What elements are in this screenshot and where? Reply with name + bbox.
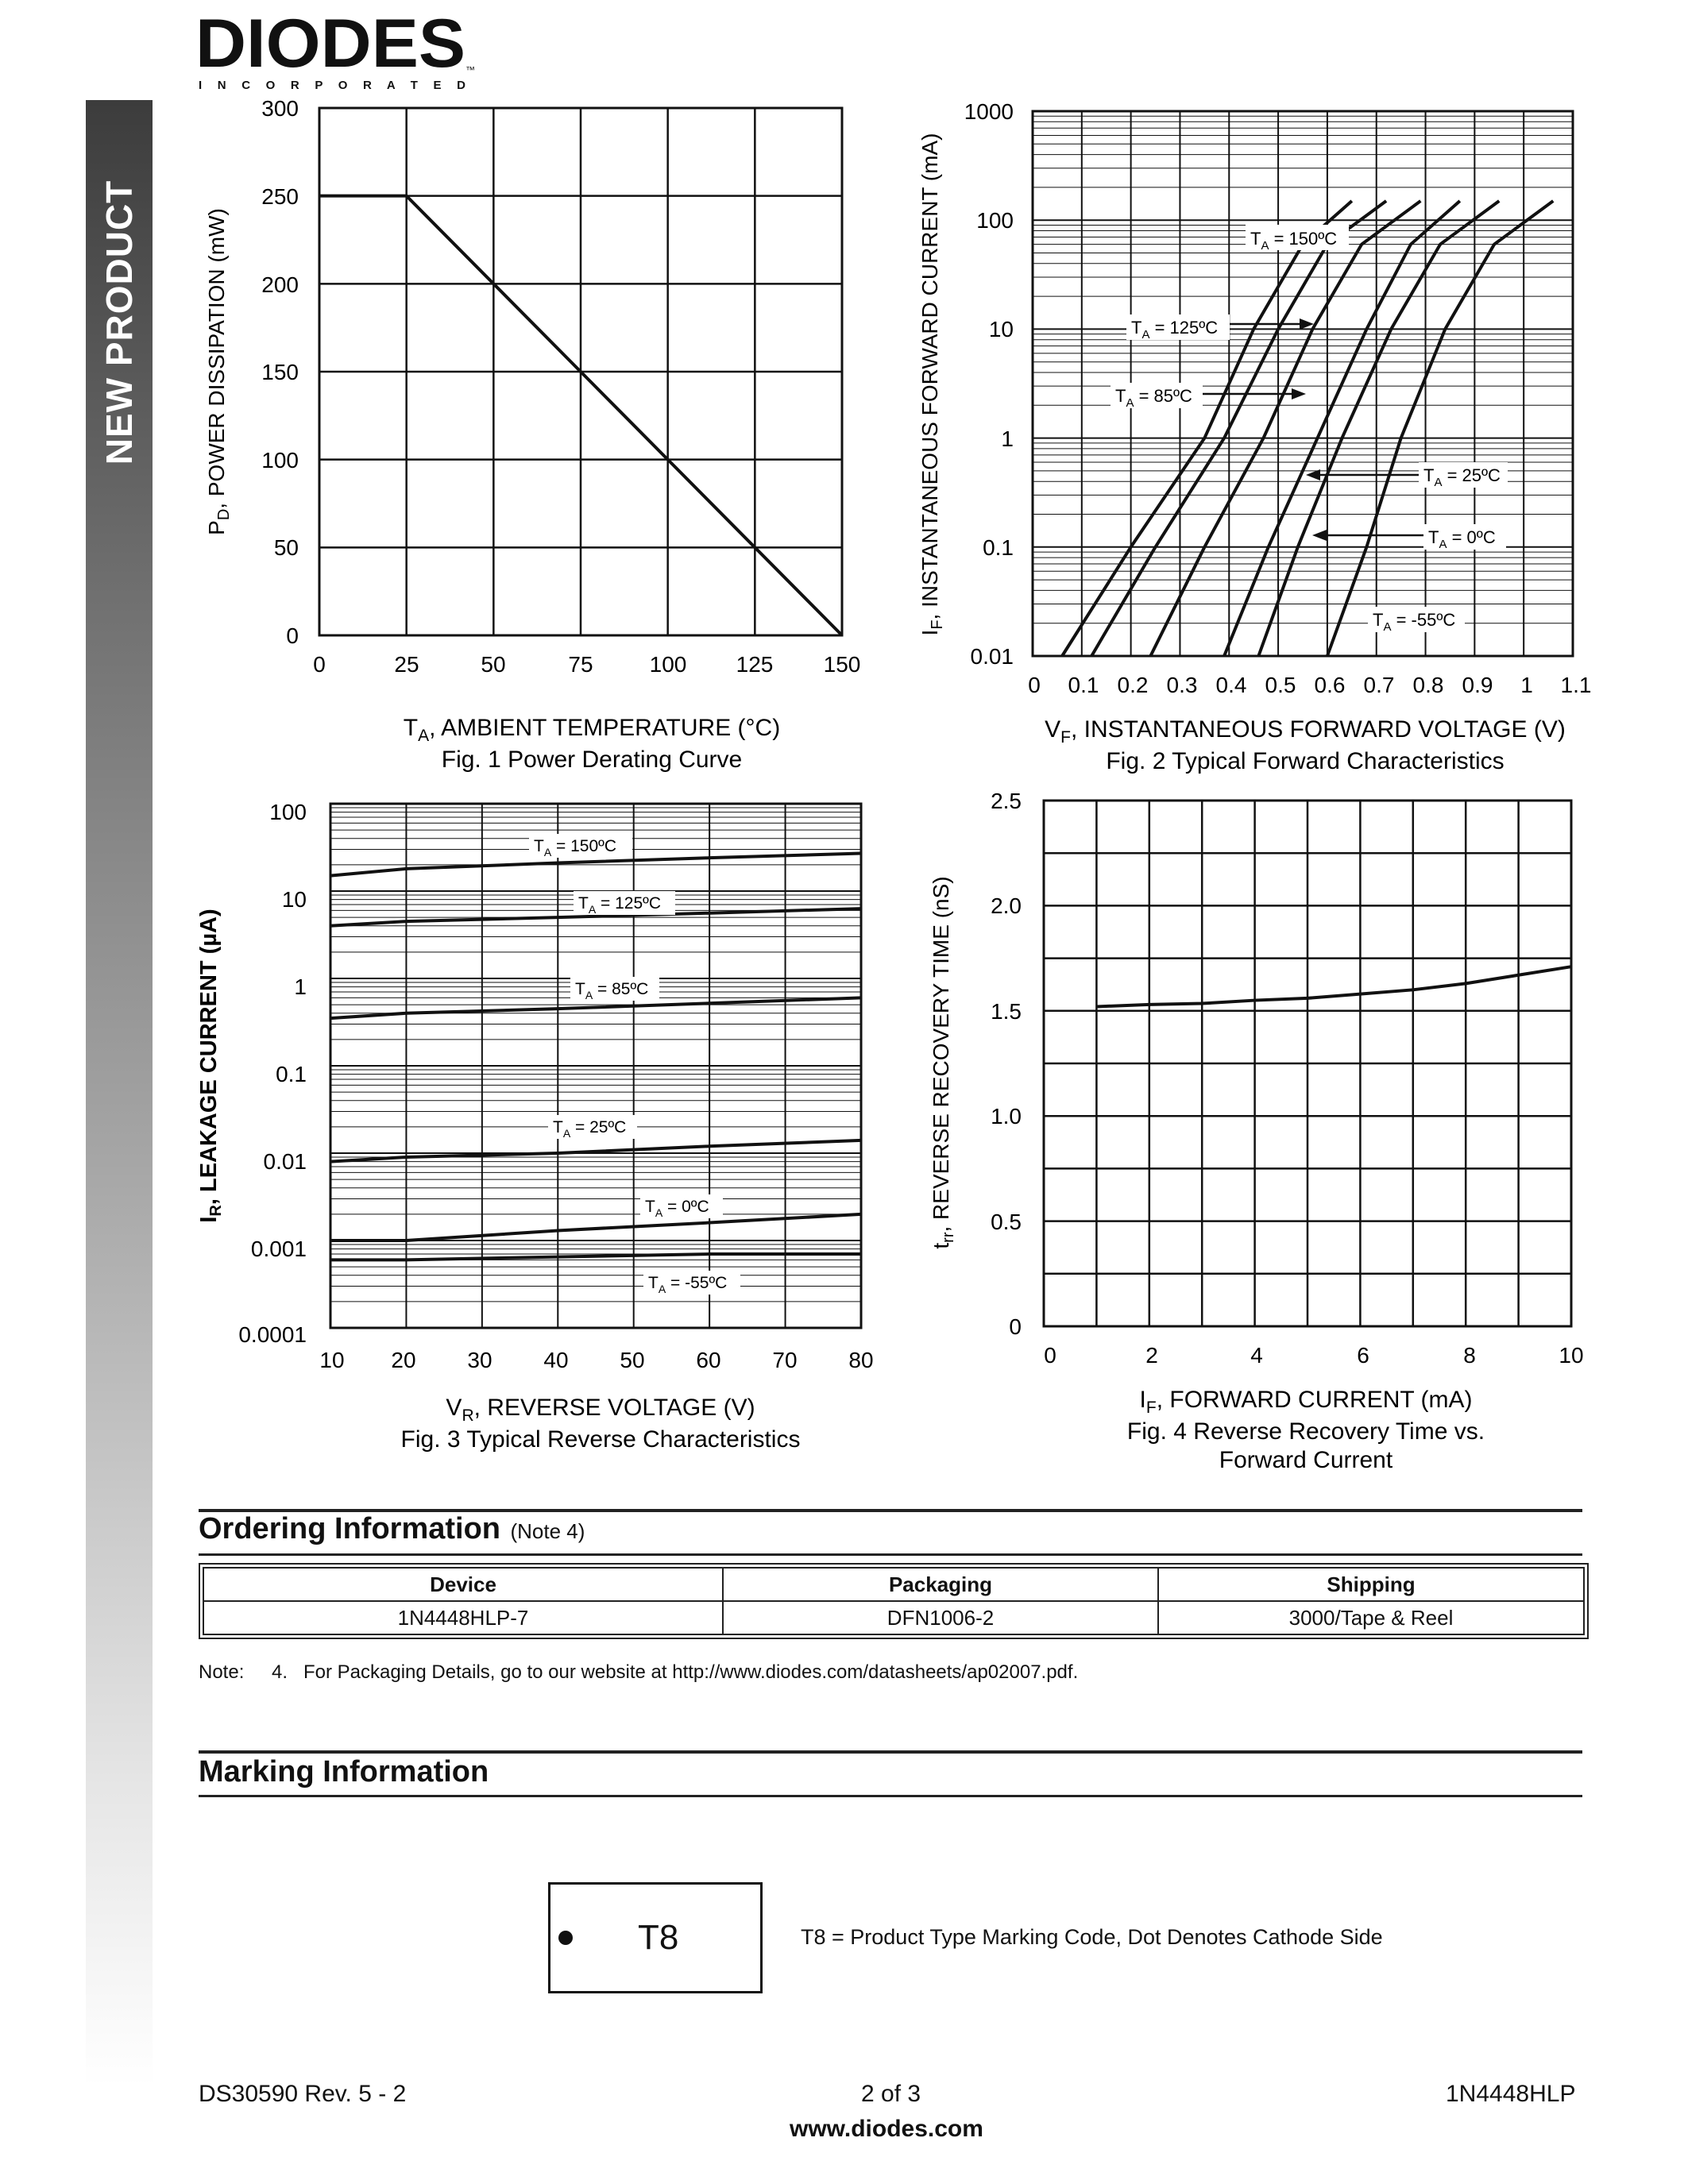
fig3-chart	[196, 800, 874, 1453]
fig3-series-5	[330, 1254, 861, 1260]
fig3-series-3	[330, 1140, 861, 1162]
fig3-label-150: $T_A$ = 150ºC	[534, 837, 616, 859]
ordering-cell-packaging: DFN1006-2	[723, 1601, 1158, 1634]
fig3-xtick: 50	[620, 1348, 645, 1372]
fig3-xtick: 80	[848, 1348, 874, 1372]
marking-title: Marking Information	[199, 1755, 489, 1788]
fig3-xlabel: $V_R$, REVERSE VOLTAGE (V)	[446, 1395, 755, 1425]
fig3-ytick: 1	[294, 974, 307, 999]
fig2-label-85: $T_A$ = 85ºC	[1115, 386, 1192, 410]
ordering-table	[203, 1567, 1585, 1635]
fig2-xtick: 0.7	[1363, 673, 1395, 697]
ordering-note-text: For Packaging Details, go to our website at http://www.diodes.com/datasheets/ap02007.pdf.	[303, 1661, 1079, 1683]
fig1-xtick: 150	[823, 652, 861, 677]
fig2-xtick: 0.8	[1412, 673, 1444, 697]
fig1-ytick: 200	[261, 272, 299, 297]
fig3-label-25: $T_A$ = 25ºC	[553, 1118, 627, 1140]
fig4-xtick: 6	[1357, 1343, 1369, 1368]
marking-code: T8	[638, 1918, 679, 1957]
fig2-ytick: 100	[976, 208, 1014, 233]
fig2-ytick: 1000	[964, 99, 1014, 124]
cathode-dot-icon	[558, 1931, 573, 1945]
ordering-header-device: Device	[203, 1568, 723, 1601]
footer-page: 2 of 3	[861, 2081, 921, 2107]
ordering-note-ref: (Note 4)	[510, 1519, 585, 1543]
fig2-xtick: 0.1	[1068, 673, 1099, 697]
marking-rule-top	[199, 1750, 1582, 1754]
fig1-ytick: 50	[273, 535, 299, 560]
fig2-series-5	[1327, 201, 1553, 656]
fig2-xtick: 0.4	[1215, 673, 1247, 697]
fig3-series-4	[330, 1214, 861, 1241]
fig4-xtick: 10	[1559, 1343, 1584, 1368]
footer-part: 1N4448HLP	[1446, 2081, 1576, 2107]
fig4-chart	[929, 789, 1584, 1473]
fig4-ylabel: $t_{rr}$, REVERSE RECOVERY TIME (nS)	[929, 876, 957, 1249]
fig3-label-85: $T_A$ = 85ºC	[575, 980, 649, 1001]
fig3-label-m55: $T_A$ = -55ºC	[648, 1274, 728, 1295]
ordering-header-packaging: Packaging	[723, 1568, 1158, 1601]
fig2-xtick: 0.6	[1314, 673, 1346, 697]
fig3-ytick: 0.001	[250, 1237, 307, 1261]
fig2-label-25: $T_A$ = 25ºC	[1423, 465, 1501, 489]
ordering-title: Ordering Information	[199, 1512, 500, 1545]
fig2-ytick: 1	[1001, 426, 1014, 451]
fig1-xtick: 0	[313, 652, 326, 677]
fig2-xlabel: $V_F$, INSTANTANEOUS FORWARD VOLTAGE (V)	[1045, 716, 1566, 747]
fig2-series-2	[1150, 201, 1420, 656]
footer-website: www.diodes.com	[790, 2116, 983, 2142]
ordering-cell-device: 1N4448HLP-7	[203, 1601, 723, 1634]
fig1-xtick: 25	[394, 652, 419, 677]
ordering-header-shipping: Shipping	[1158, 1568, 1584, 1601]
fig4-xtick: 4	[1250, 1343, 1263, 1368]
fig4-xtick: 0	[1044, 1343, 1056, 1368]
ordering-note-label: Note:	[199, 1661, 245, 1683]
fig1-xtick: 50	[481, 652, 506, 677]
fig2-series-4	[1258, 201, 1499, 656]
fig2-xtick: 1.1	[1560, 673, 1592, 697]
fig4-ytick: 1.5	[991, 999, 1022, 1024]
fig4-ytick: 2.0	[991, 893, 1022, 918]
fig2-label-125: $T_A$ = 125ºC	[1131, 318, 1219, 341]
fig1-ytick: 100	[261, 448, 299, 473]
fig4-xlabel: $I_F$, FORWARD CURRENT (mA)	[1139, 1387, 1473, 1417]
fig3-ytick: 10	[281, 887, 307, 912]
fig2-ytick: 0.1	[983, 535, 1014, 560]
fig4-xtick: 2	[1145, 1343, 1158, 1368]
fig3-xtick: 60	[696, 1348, 721, 1372]
fig4-xtick: 8	[1463, 1343, 1476, 1368]
fig3-xtick: 70	[772, 1348, 798, 1372]
fig4-caption-2: Forward Current	[1219, 1447, 1393, 1473]
marking-rule-bottom	[199, 1795, 1582, 1797]
fig2-xtick: 0.3	[1166, 673, 1198, 697]
fig4-ytick: 1.0	[991, 1104, 1022, 1129]
fig1-ytick: 300	[261, 96, 299, 121]
table-row	[203, 1601, 1584, 1634]
ordering-header-row	[203, 1568, 1584, 1601]
fig1-xtick: 75	[568, 652, 593, 677]
fig1-xtick: 125	[736, 652, 774, 677]
fig2-label-m55: $T_A$ = -55ºC	[1373, 610, 1456, 634]
ordering-cell-shipping: 3000/Tape & Reel	[1158, 1601, 1584, 1634]
fig3-ytick: 100	[269, 800, 307, 824]
fig3-ylabel: $I_R$, LEAKAGE CURRENT (µA)	[196, 909, 225, 1223]
fig2-xtick: 0	[1028, 673, 1041, 697]
fig2-caption: Fig. 2 Typical Forward Characteristics	[1106, 748, 1505, 774]
fig1-ytick: 150	[261, 360, 299, 384]
fig1-ylabel: $P_D$, POWER DISSIPATION (mW)	[204, 208, 233, 535]
fig3-series-2	[330, 997, 861, 1018]
fig3-ytick: 0.1	[276, 1062, 307, 1086]
fig3-xtick: 10	[319, 1348, 345, 1372]
ordering-table-wrap	[199, 1563, 1589, 1639]
fig2-series-1	[1091, 201, 1386, 656]
fig3-xtick: 20	[391, 1348, 416, 1372]
ordering-rule-bottom	[199, 1553, 1582, 1556]
fig2-xtick: 0.2	[1117, 673, 1149, 697]
marking-box	[548, 1882, 763, 1993]
fig4-ytick: 2.5	[991, 789, 1022, 813]
fig3-xtick: 40	[543, 1348, 569, 1372]
marking-description: T8 = Product Type Marking Code, Dot Denotes Cathode Side	[801, 1925, 1383, 1949]
fig2-xtick: 0.9	[1462, 673, 1493, 697]
fig2-ytick: 10	[988, 317, 1014, 341]
fig3-ytick: 0.01	[263, 1149, 307, 1174]
svg-text:DIODES: DIODES	[195, 14, 465, 82]
fig4-caption-1: Fig. 4 Reverse Recovery Time vs.	[1126, 1418, 1485, 1445]
fig3-ytick: 0.0001	[238, 1322, 307, 1347]
fig4-ytick: 0	[1009, 1314, 1022, 1339]
fig1-ytick: 250	[261, 184, 299, 209]
ordering-heading	[199, 1512, 585, 1546]
fig3-label-125: $T_A$ = 125ºC	[578, 894, 661, 916]
fig2-xtick: 1	[1520, 673, 1533, 697]
svg-text:™: ™	[465, 64, 475, 75]
sidebar-label: NEW PRODUCT	[98, 179, 140, 465]
fig3-xtick: 30	[467, 1348, 492, 1372]
fig4-series-trr	[1096, 967, 1571, 1006]
fig2-chart	[917, 99, 1591, 774]
ordering-note-num: 4.	[272, 1661, 288, 1683]
footer-doc: DS30590 Rev. 5 - 2	[199, 2081, 407, 2107]
fig3-caption: Fig. 3 Typical Reverse Characteristics	[400, 1426, 801, 1453]
fig2-ylabel: $I_F$, INSTANTANEOUS FORWARD CURRENT (mA)	[917, 133, 946, 636]
fig1-chart	[204, 96, 860, 773]
svg-text:I N C O R P O R A T E D: I N C O R P O R A T E D	[199, 79, 465, 91]
fig1-xlabel: $T_A$, AMBIENT TEMPERATURE (°C)	[403, 715, 781, 745]
fig2-label-0: $T_A$ = 0ºC	[1428, 527, 1496, 551]
fig1-caption: Fig. 1 Power Derating Curve	[441, 747, 743, 773]
fig2-label-150: $T_A$ = 150ºC	[1250, 229, 1338, 253]
fig3-label-0: $T_A$ = 0ºC	[645, 1198, 709, 1219]
fig2-ytick: 0.01	[970, 644, 1014, 669]
fig2-xtick: 0.5	[1265, 673, 1296, 697]
fig2-series-0	[1062, 201, 1352, 656]
fig1-xtick: 100	[649, 652, 687, 677]
fig4-ytick: 0.5	[991, 1210, 1022, 1234]
fig1-ytick: 0	[286, 623, 299, 648]
